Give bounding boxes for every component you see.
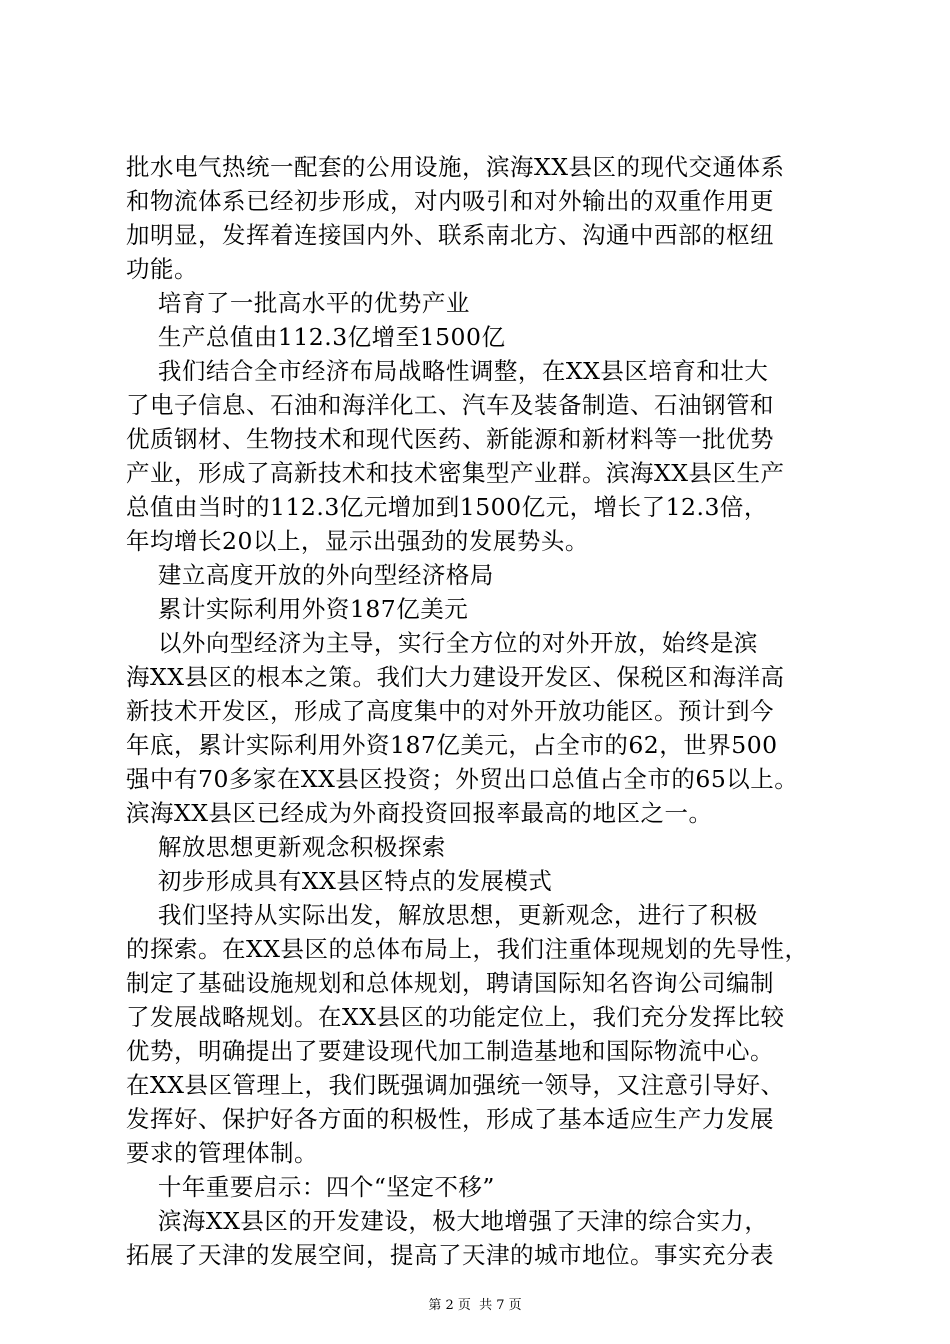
text-line: 加明显，发挥着连接国内外、联系南北方、沟通中西部的枢纽 [126, 221, 774, 249]
text-line: 在XX县区管理上，我们既强调加强统一领导，又注意引导好、 [126, 1071, 785, 1099]
text-line: 年均增长20以上，显示出强劲的发展势头。 [126, 527, 589, 555]
text-line: 总值由当时的112.3亿元增加到1500亿元，增长了12.3倍， [126, 493, 768, 521]
section-heading: 十年重要启示：四个“坚定不移” [126, 1173, 495, 1201]
section-heading: 建立高度开放的外向型经济格局 [126, 561, 494, 589]
text-line: 要求的管理体制。 [126, 1139, 318, 1167]
text-line: 新技术开发区，形成了高度集中的对外开放功能区。预计到今 [126, 697, 774, 725]
text-line: 优质钢材、生物技术和现代医药、新能源和新材料等一批优势 [126, 425, 774, 453]
text-line: 滨海XX县区已经成为外商投资回报率最高的地区之一。 [126, 799, 713, 827]
text-line: 制定了基础设施规划和总体规划，聘请国际知名咨询公司编制 [126, 969, 774, 997]
text-line: 年底，累计实际利用外资187亿美元，占全市的62，世界500 [126, 731, 778, 759]
section-heading: 解放思想更新观念积极探索 [126, 833, 446, 861]
page-footer: 第 2 页 共 7 页 [428, 1298, 522, 1313]
text-line: 了电子信息、石油和海洋化工、汽车及装备制造、石油钢管和 [126, 391, 774, 419]
text-line: 产业，形成了高新技术和技术密集型产业群。滨海XX县区生产 [126, 459, 785, 487]
text-line: 了发展战略规划。在XX县区的功能定位上，我们充分发挥比较 [126, 1003, 785, 1031]
text-line: 滨海XX县区的开发建设，极大地增强了天津的综合实力， [126, 1207, 769, 1235]
text-line: 强中有70多家在XX县区投资；外贸出口总值占全市的65以上。 [126, 765, 799, 793]
text-line: 拓展了天津的发展空间，提高了天津的城市地位。事实充分表 [126, 1241, 774, 1269]
text-line: 功能。 [126, 255, 198, 283]
text-line: 我们坚持从实际出发，解放思想，更新观念，进行了积极 [126, 901, 758, 929]
text-line: 我们结合全市经济布局战略性调整，在XX县区培育和壮大 [126, 357, 769, 385]
text-line: 发挥好、保护好各方面的积极性，形成了基本适应生产力发展 [126, 1105, 774, 1133]
body-text [126, 150, 836, 1272]
text-line: 批水电气热统一配套的公用设施，滨海XX县区的现代交通体系 [126, 153, 785, 181]
text-line: 和物流体系已经初步形成，对内吸引和对外输出的双重作用更 [126, 187, 774, 215]
section-subheading: 生产总值由112.3亿增至1500亿 [126, 323, 506, 351]
section-subheading: 累计实际利用外资187亿美元 [126, 595, 469, 623]
text-line: 以外向型经济为主导，实行全方位的对外开放，始终是滨 [126, 629, 758, 657]
text-line: 优势，明确提出了要建设现代加工制造基地和国际物流中心。 [126, 1037, 774, 1065]
section-subheading: 初步形成具有XX县区特点的发展模式 [126, 867, 553, 895]
text-line: 海XX县区的根本之策。我们大力建设开发区、保税区和海洋高 [126, 663, 785, 691]
section-heading: 培育了一批高水平的优势产业 [126, 289, 470, 317]
text-line: 的探索。在XX县区的总体布局上，我们注重体现规划的先导性， [126, 935, 809, 963]
